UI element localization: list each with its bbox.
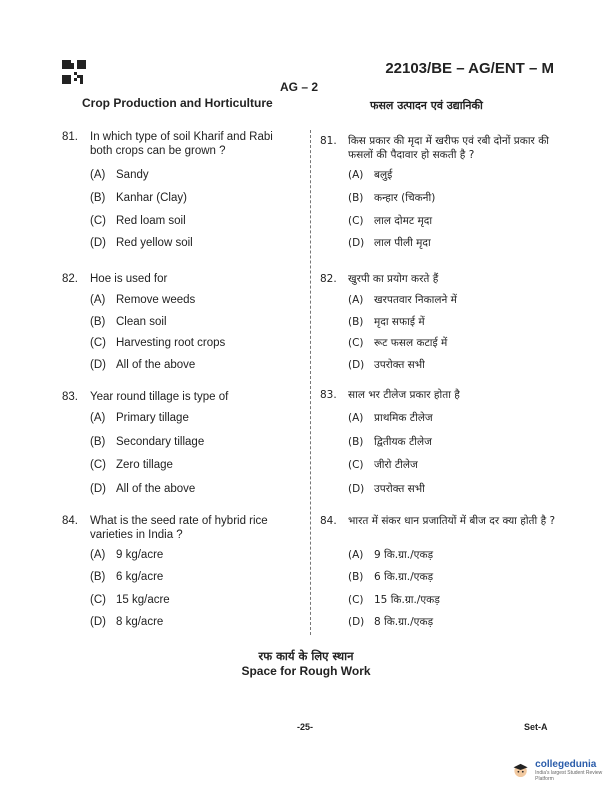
question-number: 82. xyxy=(320,273,337,285)
option-a: (A) Remove weeds xyxy=(90,294,196,306)
qr-code xyxy=(62,60,86,84)
option-c: (C) 15 कि.ग्रा./एकड़ xyxy=(348,594,440,606)
option-c: (C) लाल दोमट मृदा xyxy=(348,215,433,227)
question-text: What is the seed rate of hybrid rice varieties in India ? xyxy=(90,515,268,541)
option-d: (D) उपरोक्त सभी xyxy=(348,483,425,495)
question-82-hi xyxy=(320,272,560,371)
option-c: (C) Zero tillage xyxy=(90,459,173,471)
option-c: (C) Red loam soil xyxy=(90,215,186,227)
question-text: In which type of soil Kharif and Rabi both crops can be grown ? xyxy=(90,131,273,157)
question-text: खुरपी का प्रयोग करते हैं xyxy=(348,273,439,285)
option-b: (B) Clean soil xyxy=(90,316,167,328)
question-text: Year round tillage is type of xyxy=(90,391,229,403)
question-number: 84. xyxy=(62,515,78,527)
question-83-hi xyxy=(320,388,560,495)
brand-tagline: India's largest Student Review Platform xyxy=(535,769,603,782)
set-label: Set-A xyxy=(524,722,548,732)
question-text: भारत में संकर धान प्रजातियों में बीज दर क्या होती है ? xyxy=(348,515,556,527)
column-divider xyxy=(310,130,311,635)
question-81-en xyxy=(62,130,298,249)
option-a: (A) खरपतवार निकालने में xyxy=(348,294,457,306)
option-a: (A) प्राथमिक टीलेज xyxy=(348,412,433,424)
rough-work-label-english: Space for Rough Work xyxy=(241,664,371,678)
option-d: (D) All of the above xyxy=(90,483,196,495)
question-number: 84. xyxy=(320,515,337,527)
option-a: (A) 9 kg/acre xyxy=(90,549,164,561)
option-d: (D) 8 kg/acre xyxy=(90,616,164,628)
brand-name: collegedunia xyxy=(535,758,597,770)
option-c: (C) 15 kg/acre xyxy=(90,594,170,606)
option-b: (B) 6 कि.ग्रा./एकड़ xyxy=(348,571,434,583)
question-text: Hoe is used for xyxy=(90,273,168,285)
graduate-mascot-icon xyxy=(510,758,531,782)
option-d: (D) उपरोक्त सभी xyxy=(348,359,425,371)
option-b: (B) द्वितीयक टीलेज xyxy=(348,436,432,448)
collegedunia-watermark xyxy=(510,758,612,782)
question-number: 83. xyxy=(320,389,337,401)
page-number: -25- xyxy=(297,722,314,732)
option-a: (A) Sandy xyxy=(90,169,149,181)
question-81-hi xyxy=(320,134,560,249)
question-number: 81. xyxy=(62,131,78,143)
subject-title-english: Crop Production and Horticulture xyxy=(82,96,273,110)
question-84-hi xyxy=(320,514,560,628)
option-c: (C) Harvesting root crops xyxy=(90,337,226,349)
option-d: (D) 8 कि.ग्रा./एकड़ xyxy=(348,616,434,628)
option-b: (B) 6 kg/acre xyxy=(90,571,164,583)
question-number: 81. xyxy=(320,135,337,147)
subject-title-hindi: फसल उत्पादन एवं उद्यानिकी xyxy=(370,99,483,112)
option-d: (D) All of the above xyxy=(90,359,196,371)
question-83-en xyxy=(62,390,298,495)
question-82-en xyxy=(62,272,298,371)
option-b: (B) कन्हार (चिकनी) xyxy=(348,192,436,204)
option-d: (D) लाल पीली मृदा xyxy=(348,237,431,249)
question-text: साल भर टीलेज प्रकार होता है xyxy=(348,389,460,401)
question-number: 82. xyxy=(62,273,78,285)
option-d: (D) Red yellow soil xyxy=(90,237,193,249)
option-a: (A) 9 कि.ग्रा./एकड़ xyxy=(348,549,434,561)
question-84-en xyxy=(62,514,298,628)
option-a: (A) बलुई xyxy=(348,169,393,181)
option-b: (B) मृदा सफाई में xyxy=(348,316,425,328)
rough-work-label-hindi: रफ कार्य के लिए स्थान xyxy=(258,649,354,663)
paper-code: 22103/BE – AG/ENT – M xyxy=(385,60,554,77)
set-code: AG – 2 xyxy=(280,80,319,94)
question-text: किस प्रकार की मृदा में खरीफ एवं रबी दोनों प्रकार की फसलों की पैदावार हो सकती है ? xyxy=(348,135,549,161)
option-c: (C) जीरो टीलेज xyxy=(348,459,418,471)
option-b: (B) Kanhar (Clay) xyxy=(90,192,187,204)
option-a: (A) Primary tillage xyxy=(90,412,189,424)
option-b: (B) Secondary tillage xyxy=(90,436,205,448)
question-number: 83. xyxy=(62,391,78,403)
option-c: (C) रूट फसल कटाई में xyxy=(348,337,448,349)
